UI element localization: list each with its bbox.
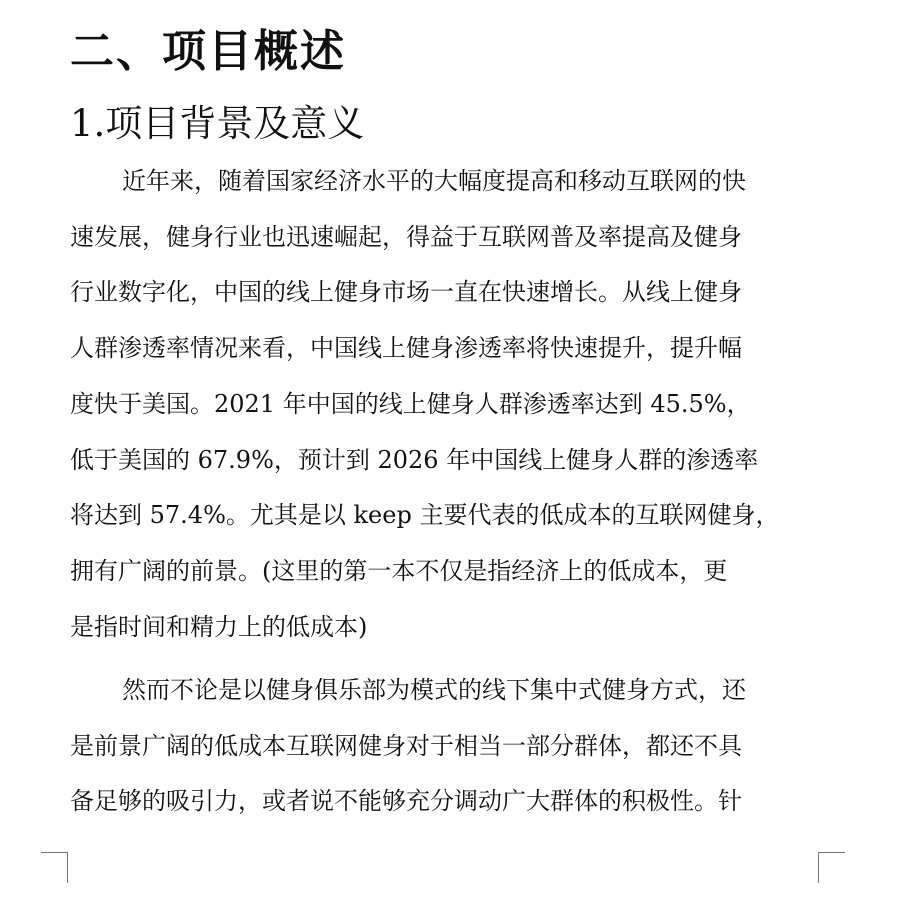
- paragraph-line: 人群渗透率情况来看，中国线上健身渗透率将快速提升，提升幅: [70, 334, 742, 363]
- paragraph-line: 拥有广阔的前景。(这里的第一本不仅是指经济上的低成本，更: [70, 556, 728, 585]
- paragraph-2: [70, 663, 830, 830]
- page-margin-corner-left: [41, 852, 68, 883]
- paragraph-line: 是前景广阔的低成本互联网健身对于相当一部分群体，都还不具: [70, 731, 742, 760]
- paragraph-line: 然而不论是以健身俱乐部为模式的线下集中式健身方式，还: [122, 676, 746, 704]
- paragraph-line: 度快于美国。2021 年中国的线上健身人群渗透率达到 45.5%，: [70, 389, 751, 418]
- sub-title: 1.项目背景及意义: [70, 102, 365, 145]
- paragraph-line: 速发展，健身行业也迅速崛起，得益于互联网普及率提高及健身: [70, 222, 742, 251]
- page-margin-corner-right: [818, 852, 845, 883]
- section-title: 二、项目概述: [70, 26, 346, 77]
- paragraph-1: [70, 154, 830, 655]
- paragraph-line: 行业数字化，中国的线上健身市场一直在快速增长。从线上健身: [70, 278, 742, 307]
- paragraph-line: 是指时间和精力上的低成本): [70, 612, 368, 641]
- paragraph-line: 将达到 57.4%。尤其是以 keep 主要代表的低成本的互联网健身，: [70, 501, 780, 530]
- paragraph-line: 低于美国的 67.9%，预计到 2026 年中国线上健身人群的渗透率: [70, 445, 759, 474]
- paragraph-line: 备足够的吸引力，或者说不能够充分调动广大群体的积极性。针: [70, 787, 742, 816]
- paragraph-line: 近年来，随着国家经济水平的大幅度提高和移动互联网的快: [122, 167, 746, 195]
